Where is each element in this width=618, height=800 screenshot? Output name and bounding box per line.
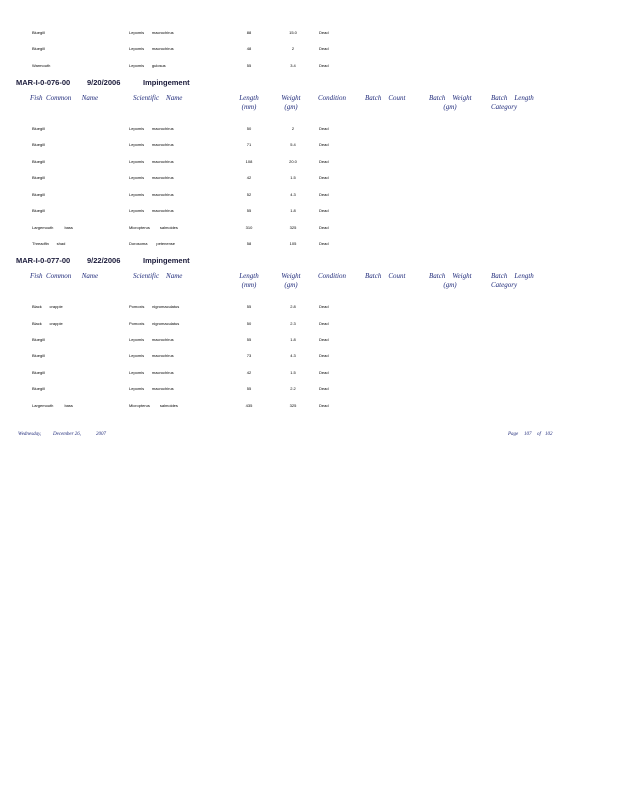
cell-length: 88 [246, 30, 252, 35]
section-type: Impingement [143, 256, 190, 265]
header-weight: Weight [281, 94, 301, 102]
table-row [0, 224, 618, 232]
cell-length: 435 [245, 403, 253, 408]
cell-common-name: Bluegill [32, 208, 45, 213]
table-row [0, 336, 618, 344]
header-fish-common-name: Fish Common Name [30, 94, 99, 102]
cell-common-name: Bluegill [32, 353, 45, 358]
section-title [16, 255, 190, 267]
header-condition: Condition [318, 272, 347, 280]
cell-length: 52 [246, 192, 252, 197]
cell-scientific-name: Pomoxis nigromaculatus [129, 304, 180, 309]
cell-condition: Dead [319, 142, 329, 147]
table-row [0, 320, 618, 328]
cell-weight: 15.0 [289, 30, 297, 35]
cell-scientific-name: Lepomis macrochirus [129, 46, 174, 51]
cell-length: 50 [246, 126, 252, 131]
cell-scientific-name: Lepomis macrochirus [129, 370, 174, 375]
cell-condition: Dead [319, 386, 329, 391]
page-footer [0, 430, 618, 440]
table-row [0, 62, 618, 70]
header-batch-length: Batch Length [491, 94, 534, 102]
cell-scientific-name: Micropterus salmoides [129, 403, 178, 408]
section-date: 9/22/2006 [87, 256, 121, 265]
cell-scientific-name: Lepomis macrochirus [129, 353, 174, 358]
section-id: MAR-I-0-076-00 [16, 78, 71, 87]
cell-weight: 3.4 [290, 63, 296, 68]
header-weight: Weight [281, 272, 301, 280]
column-headers [0, 94, 618, 114]
header-condition: Condition [318, 94, 347, 102]
cell-length: 42 [246, 175, 252, 180]
cell-common-name: Bluegill [32, 337, 45, 342]
table-row [0, 369, 618, 377]
header-length: Length [239, 94, 259, 102]
cell-scientific-name: Micropterus salmoides [129, 225, 178, 230]
table-row [0, 240, 618, 248]
cell-common-name: Bluegill [32, 142, 45, 147]
cell-weight: 4.3 [290, 192, 296, 197]
cell-length: 50 [246, 321, 252, 326]
cell-common-name: Black crappie [32, 321, 63, 326]
cell-length: 71 [246, 142, 252, 147]
cell-weight: 2 [291, 126, 295, 131]
cell-scientific-name: Lepomis macrochirus [129, 386, 174, 391]
table-row [0, 385, 618, 393]
cell-scientific-name: Dorosoma petenense [129, 241, 176, 246]
cell-condition: Dead [319, 46, 329, 51]
cell-scientific-name: Lepomis macrochirus [129, 175, 174, 180]
table-row [0, 191, 618, 199]
cell-weight: 105 [289, 241, 297, 246]
cell-weight: 2.2 [290, 386, 296, 391]
cell-length: 48 [246, 46, 252, 51]
header-batch-length-category: Category [491, 103, 518, 111]
cell-weight: 2.3 [290, 321, 296, 326]
cell-common-name: Bluegill [32, 159, 45, 164]
cell-scientific-name: Lepomis macrochirus [129, 192, 174, 197]
cell-scientific-name: Lepomis macrochirus [129, 30, 174, 35]
cell-common-name: Bluegill [32, 370, 45, 375]
table-row [0, 303, 618, 311]
section-date: 9/20/2006 [87, 78, 121, 87]
cell-common-name: Bluegill [32, 192, 45, 197]
column-headers [0, 272, 618, 292]
cell-condition: Dead [319, 241, 329, 246]
table-row [0, 207, 618, 215]
header-batch-weight-unit: (gm) [443, 281, 457, 289]
cell-scientific-name: Pomoxis nigromaculatus [129, 321, 180, 326]
header-batch-length: Batch Length [491, 272, 534, 280]
cell-weight: 20.0 [289, 159, 297, 164]
cell-condition: Dead [319, 321, 329, 326]
cell-condition: Dead [319, 208, 329, 213]
header-length-unit: (mm) [241, 281, 257, 289]
cell-length: 55 [246, 63, 252, 68]
table-row [0, 29, 618, 37]
table-row [0, 352, 618, 360]
cell-condition: Dead [319, 403, 329, 408]
header-weight-unit: (gm) [284, 103, 298, 111]
footer-page-total: 102 [545, 432, 553, 437]
cell-common-name: Bluegill [32, 46, 45, 51]
cell-common-name: Largemouth bass [32, 225, 73, 230]
cell-scientific-name: Lepomis macrochirus [129, 159, 174, 164]
cell-length: 55 [246, 304, 252, 309]
footer-year: 2007 [96, 432, 106, 437]
header-batch-weight: Batch Weight [429, 94, 472, 102]
table-row [0, 45, 618, 53]
cell-weight: 325 [289, 225, 297, 230]
header-length-unit: (mm) [241, 103, 257, 111]
cell-condition: Dead [319, 353, 329, 358]
cell-length: 55 [246, 386, 252, 391]
header-batch-count: Batch Count [365, 94, 406, 102]
footer-day: Wednesday, [18, 432, 42, 437]
cell-length: 55 [246, 337, 252, 342]
cell-weight: 4.3 [290, 353, 296, 358]
header-scientific-name: Scientific Name [133, 94, 183, 102]
cell-weight: 1.5 [290, 175, 296, 180]
cell-common-name: Largemouth bass [32, 403, 73, 408]
header-batch-weight-unit: (gm) [443, 103, 457, 111]
cell-common-name: Bluegill [32, 386, 45, 391]
cell-common-name: Threadfin shad [32, 241, 66, 246]
footer-date: December 26, [53, 432, 82, 437]
cell-common-name: Bluegill [32, 30, 45, 35]
table-row [0, 125, 618, 133]
header-scientific-name: Scientific Name [133, 272, 183, 280]
section-type: Impingement [143, 78, 190, 87]
cell-length: 58 [246, 241, 252, 246]
header-fish-common-name: Fish Common Name [30, 272, 99, 280]
table-row [0, 174, 618, 182]
cell-scientific-name: Lepomis macrochirus [129, 208, 174, 213]
cell-weight: 1.8 [290, 337, 296, 342]
cell-condition: Dead [319, 175, 329, 180]
cell-common-name: Black crappie [32, 304, 63, 309]
cell-condition: Dead [319, 304, 329, 309]
cell-condition: Dead [319, 30, 329, 35]
cell-weight: 2.8 [290, 304, 296, 309]
cell-common-name: Bluegill [32, 126, 45, 131]
footer-page-number: 107 [524, 432, 532, 437]
cell-condition: Dead [319, 225, 329, 230]
cell-condition: Dead [319, 63, 329, 68]
cell-length: 310 [245, 225, 253, 230]
cell-length: 42 [246, 370, 252, 375]
cell-common-name: Bluegill [32, 175, 45, 180]
footer-of-label: of [537, 432, 541, 437]
cell-weight: 2 [291, 46, 295, 51]
cell-scientific-name: Lepomis gulosus [129, 63, 166, 68]
table-row [0, 402, 618, 410]
cell-condition: Dead [319, 126, 329, 131]
cell-weight: 1.5 [290, 370, 296, 375]
cell-weight: 5.4 [290, 142, 296, 147]
cell-weight: 325 [289, 403, 297, 408]
cell-condition: Dead [319, 159, 329, 164]
cell-length: 55 [246, 208, 252, 213]
cell-scientific-name: Lepomis macrochirus [129, 126, 174, 131]
footer-page-label: Page [508, 432, 519, 437]
header-batch-weight: Batch Weight [429, 272, 472, 280]
section-id: MAR-I-0-077-00 [16, 256, 71, 265]
header-length: Length [239, 272, 259, 280]
cell-condition: Dead [319, 337, 329, 342]
cell-condition: Dead [319, 370, 329, 375]
table-row [0, 141, 618, 149]
table-row [0, 158, 618, 166]
header-batch-length-category: Category [491, 281, 518, 289]
cell-scientific-name: Lepomis macrochirus [129, 337, 174, 342]
header-batch-count: Batch Count [365, 272, 406, 280]
cell-length: 73 [246, 353, 252, 358]
cell-scientific-name: Lepomis macrochirus [129, 142, 174, 147]
header-weight-unit: (gm) [284, 281, 298, 289]
cell-length: 108 [245, 159, 253, 164]
cell-common-name: Warmouth [32, 63, 51, 68]
cell-condition: Dead [319, 192, 329, 197]
cell-weight: 1.8 [290, 208, 296, 213]
section-title [16, 77, 190, 89]
